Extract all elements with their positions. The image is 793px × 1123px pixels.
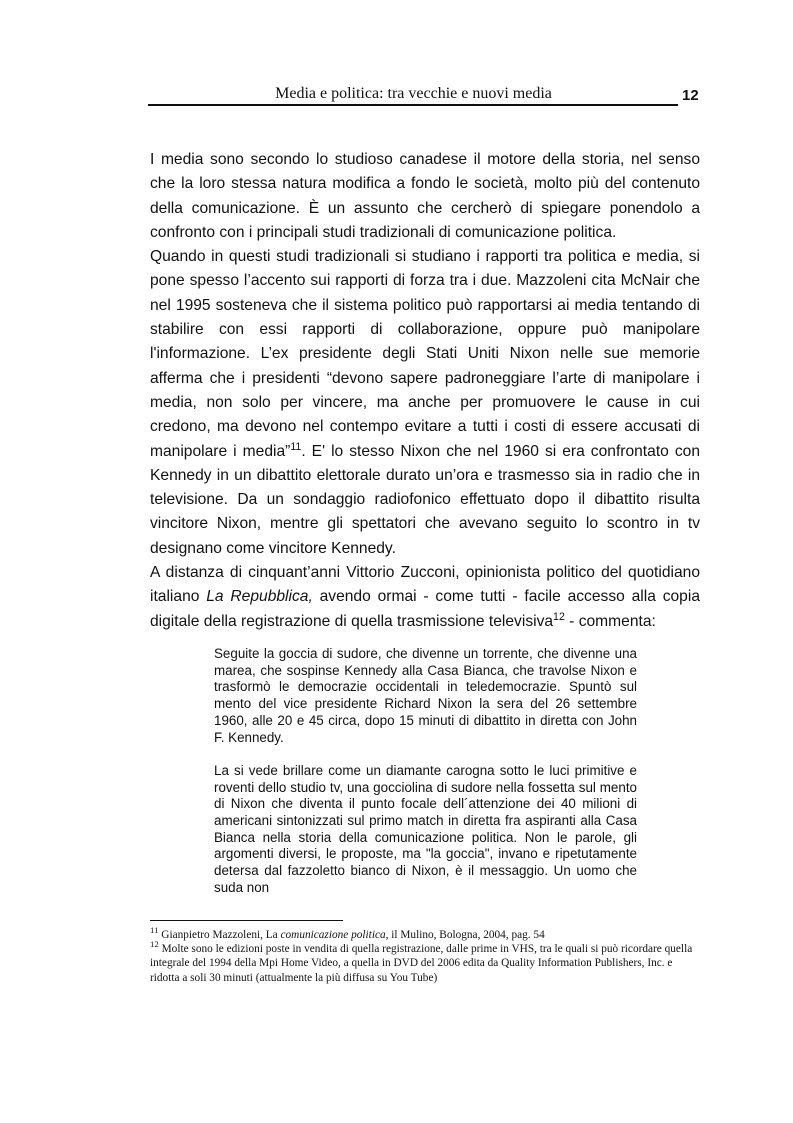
paragraph-3-text-cont: avendo ormai - come tutti - facile accesso alla copia digitale della registrazione di quella trasmissione televisiva <box>150 588 700 630</box>
quote-paragraph-1: Seguite la goccia di sudore, che divenne un torrente, che divenne una marea, che sospinse Kennedy alla Casa Bianca, che travolse Nixon e trasformò le democrazie occidentali in teledemocrazie. Spuntò sul mento del vice presidente Richard Nixon la sera del 26 settembre 1960, alle 20 e 45 circa, dopo 15 minuti di dibattito in diretta con John F. Kennedy. <box>214 646 637 745</box>
newspaper-title: La Repubblica, <box>206 588 313 606</box>
footnote-12-text: Molte sono le edizioni poste in vendita di quella registrazione, dalle prime in VHS, tra le quali si può ricordare quella integrale del 1994 della Mpi Home Video, a quella in DVD del 2006 edita da Quality Information Publishers, Inc. e ridotta a soli 30 minuti (attualmente la più diffusa su You Tube) <box>150 943 693 984</box>
footnote-11-book-title: comunicazione politica <box>280 929 386 941</box>
paragraph-3-text: A distanza di cinquant’anni Vittorio Zucconi, opinionista politico del quotidiano italiano <box>150 564 700 606</box>
footnotes <box>150 925 702 985</box>
paragraph-1: I media sono secondo lo studioso canadese il motore della storia, nel senso che la loro stessa natura modifica a fondo le società, molto più del contenuto della comunicazione. È un assunto che cercherò di spiegare ponendolo a confronto con i principali studi tradizionali di comunicazione politica. <box>150 151 700 241</box>
footnote-11-text: Gianpietro Mazzoleni, La <box>158 929 281 941</box>
main-body <box>150 148 700 634</box>
footnote-ref-11: 11 <box>290 440 302 453</box>
footnote-11-number: 11 <box>150 925 159 936</box>
footnote-ref-12: 12 <box>553 610 565 623</box>
block-quote <box>214 646 637 913</box>
footnote-12-number: 12 <box>150 939 159 950</box>
footnote-11-text-end: , il Mulino, Bologna, 2004, pag. 54 <box>385 929 545 941</box>
footnote-12 <box>150 939 702 985</box>
paragraph-3-text-end: - commenta: <box>564 612 656 630</box>
paragraph-3 <box>150 561 700 634</box>
paragraph-2-text: Quando in questi studi tradizionali si studiano i rapporti tra politica e media, si pone spesso l’accento sui rapporti di forza tra i due. Mazzoleni cita McNair che nel 1995 sosteneva che il sistema politico può rapportarsi ai media tentando di stabilire con essi rapporti di collaborazione, oppure può manipolare l'informazione. L’ex presidente degli Stati Uniti Nixon nelle sue memorie afferma che i presidenti “devono sapere padroneggiare l’arte di manipolare i media, non solo per vincere, ma anche per promuovere le cause in cui credono, ma devono nel contempo evitare a tutti i costi di essere accusati di manipolare i media” <box>150 248 700 460</box>
paragraph-2-text-cont: . E' lo stesso Nixon che nel 1960 si era confrontato con Kennedy in un dibattito elettorale durato un’ora e trasmesso sia in radio che in televisione. Da un sondaggio radiofonico effettuato dopo il dibattito risulta vincitore Nixon, mentre gli spettatori che avevano seguito lo scontro in tv designano come vincitore Kennedy. <box>150 442 700 557</box>
quote-paragraph-2: La si vede brillare come un diamante carogna sotto le luci primitive e roventi dello studio tv, una gocciolina di sudore nella fossetta sul mento di Nixon che diventa il punto focale dell´attenzione dei 40 milioni di americani sintonizzati sul primo match in diretta fra aspiranti alla Casa Bianca nella storia della comunicazione politica. Non le parole, gli argomenti diversi, le proposte, ma "la goccia", invano e ripetutamente detersa dal fazzoletto bianco di Nixon, è il messaggio. Un uomo che suda non <box>214 762 637 895</box>
footnote-rule <box>150 920 343 921</box>
page-number: 12 <box>682 87 699 104</box>
header-rule <box>148 104 678 106</box>
running-header-title: Media e politica: tra vecchie e nuovi media <box>275 85 552 102</box>
footnote-11 <box>150 925 702 942</box>
paragraph-2 <box>150 245 700 561</box>
